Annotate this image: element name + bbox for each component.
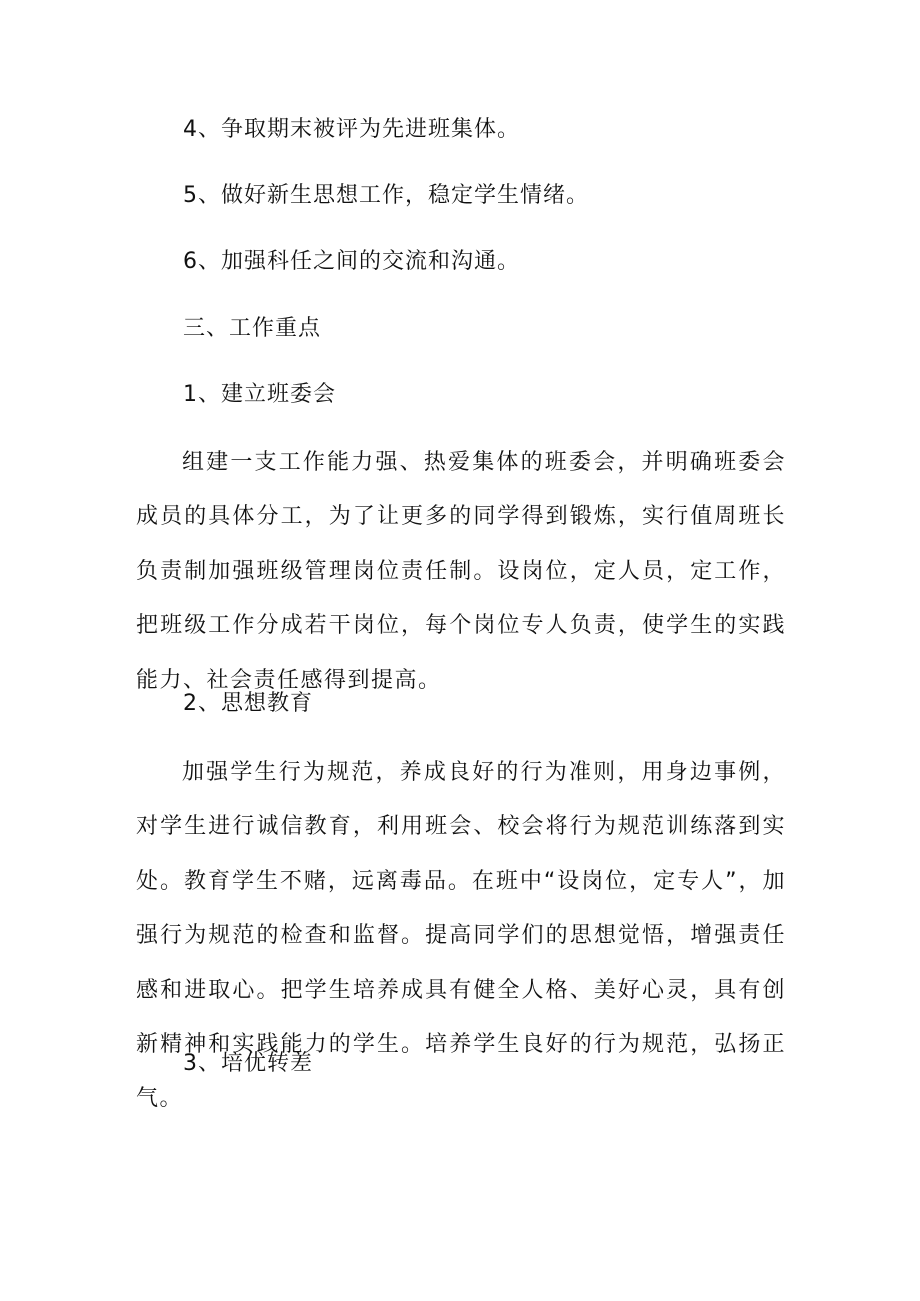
subsection-heading: 2、思想教育 (183, 691, 313, 716)
list-item: 6、加强科任之间的交流和沟通。 (183, 249, 520, 274)
list-item: 5、做好新生思想工作，稳定学生情绪。 (183, 183, 589, 208)
section-heading: 三、工作重点 (183, 316, 322, 341)
body-paragraph: 加强学生行为规范，养成良好的行为准则，用身边事例，对学生进行诚信教育，利用班会、校会将行为规范训练落到实处。教育学生不赌，远离毒品。在班中“设岗位，定专人”，加强行为规范的检查和监督。提高同学们的思想觉悟，增强责任感和进取心。把学生培养成具有健全人格、美好心灵，具有创新精神和实践能力的学生。培养学生良好的行为规范，弘扬正气。 (136, 760, 787, 1112)
body-paragraph: 组建一支工作能力强、热爱集体的班委会，并明确班委会成员的具体分工，为了让更多的同学得到锻炼，实行值周班长负责制加强班级管理岗位责任制。设岗位，定人员，定工作，把班级工作分成若干岗位，每个岗位专人负责，使学生的实践能力、社会责任感得到提高。 (136, 450, 786, 693)
subsection-heading: 3、培优转差 (183, 1051, 313, 1076)
list-item: 4、争取期末被评为先进班集体。 (183, 117, 520, 142)
subsection-heading: 1、建立班委会 (183, 382, 336, 407)
